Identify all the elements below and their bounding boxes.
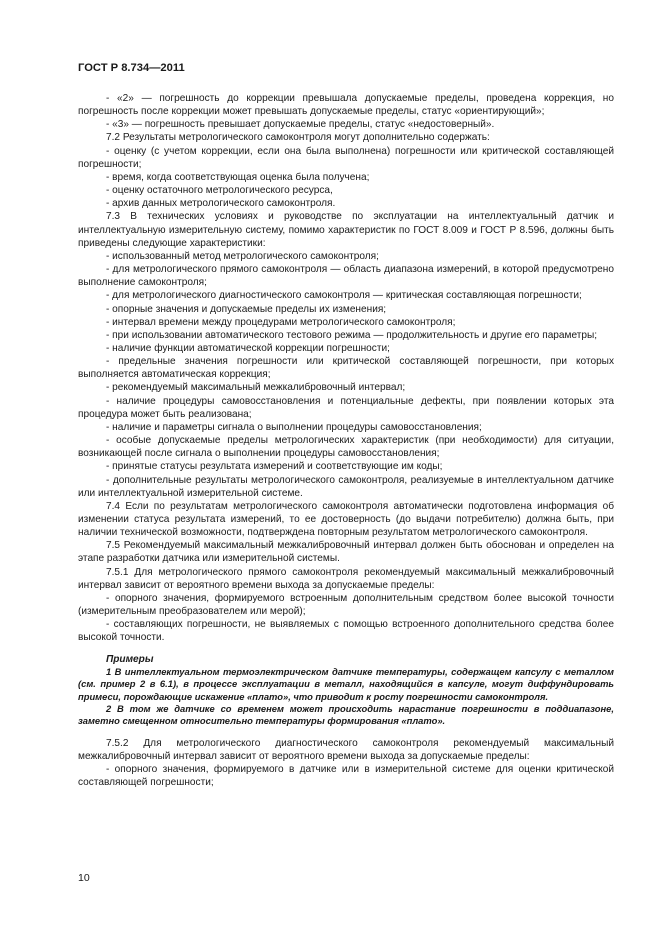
examples-title: Примеры [106, 653, 154, 665]
paragraph: - архив данных метрологического самоконтроля. [106, 198, 336, 210]
paragraph: 7.5 Рекомендуемый максимальный межкалибровочный интервал должен быть обоснован и определен на этапе разработки датчика или измерительной системы. [78, 540, 614, 565]
document-header: ГОСТ Р 8.734—2011 [78, 62, 185, 74]
paragraph: - использованный метод метрологического самоконтроля; [106, 250, 379, 262]
paragraph: - рекомендуемый максимальный межкалибровочный интервал; [106, 382, 406, 394]
paragraph: - для метрологического прямого самоконтроля — область диапазона измерений, в которой предусмотрено выполнение самоконтроля; [78, 264, 614, 289]
paragraph: - опорного значения, формируемого в датчике или в измерительной системе для оценки критической составляющей погрешности; [78, 764, 614, 789]
paragraph: - оценку остаточного метрологического ресурса, [106, 185, 333, 197]
paragraph: - опорные значения и допускаемые пределы их изменения; [106, 303, 387, 315]
paragraph: - особые допускаемые пределы метрологических характеристик (при необходимости) для ситуации, возникающей после сигнала о выполнении процедуры самовосстановления; [78, 435, 614, 460]
paragraph: - составляющих погрешности, не выявляемых с помощью встроенного дополнительного средства более высокой точности. [78, 619, 614, 644]
paragraph: - при использовании автоматического тестового режима — продолжительность и другие его параметры; [106, 329, 598, 341]
paragraph: 7.5.2 Для метрологического диагностического самоконтроля рекомендуемый максимальный межкалибровочный интервал зависит от вероятного времени выхода за допускаемые пределы: [78, 737, 614, 762]
paragraph: - «2» — погрешность до коррекции превышала допускаемые пределы, проведена коррекция, но погрешность после коррекции может превышать допускаемые пределы, статус «ориентирующий»; [78, 93, 614, 118]
paragraph: 7.3 В технических условиях и руководстве по эксплуатации на интеллектуальный датчик и интеллектуальную измерительную систему, помимо характеристик по ГОСТ 8.009 и ГОСТ Р 8.596, должны быть приведены следующие характеристики: [78, 211, 614, 249]
paragraph: 7.4 Если по результатам метрологического самоконтроля автоматически подготовлена информация об изменении статуса результата измерений, то ее достоверность (до выдачи потребителю) должна быть, при наличии технической возможности, подтверждена повторным результатом метрологического самоконтроля. [78, 500, 614, 539]
paragraph: - предельные значения погрешности или критической составляющей погрешности, при которых выполняется автоматическая коррекция; [78, 356, 614, 381]
paragraph: - наличие процедуры самовосстановления и потенциальные дефекты, при появлении которых эта процедура может быть реализована; [78, 395, 614, 420]
document-body [78, 92, 614, 789]
paragraph: - интервал времени между процедурами метрологического самоконтроля; [106, 316, 456, 328]
paragraph: - дополнительные результаты метрологического самоконтроля, реализуемые в интеллектуальном датчике или интеллектуальной измерительной системе. [78, 474, 614, 499]
paragraph: - опорного значения, формируемого встроенным дополнительным средством более высокой точности (измерительным преобразователем или мерой); [78, 592, 614, 618]
paragraph: - принятые статусы результата измерений и соответствующие им коды; [106, 461, 443, 473]
example-item: 1 В интеллектуальном термоэлектрическом датчике температуры, содержащем капсулу с металлом (см. пример 2 в 6.1), в процессе эксплуатации в металл, находящийся в капсуле, могут диффундировать примеси, порождающие искажение «плато», что приводит к росту погрешности самоконтроля. [78, 665, 614, 702]
paragraph: - для метрологического диагностического самоконтроля — критическая составляющая погрешности; [106, 290, 582, 302]
paragraph: - «3» — погрешность превышает допускаемые пределы, статус «недостоверный». [106, 119, 495, 131]
paragraph: - наличие функции автоматической коррекции погрешности; [106, 342, 390, 354]
paragraph: 7.5.1 Для метрологического прямого самоконтроля рекомендуемый максимальный межкалибровочный интервал зависит от вероятного времени выхода за допускаемые пределы: [78, 566, 614, 591]
paragraph: - время, когда соответствующая оценка была получена; [106, 171, 370, 183]
example-item: 2 В том же датчике со временем может происходить нарастание погрешности в поддиапазоне, заметно смещенном относительно температуры формирования «плато». [78, 702, 614, 727]
page-number: 10 [78, 872, 90, 884]
paragraph: - наличие и параметры сигнала о выполнении процедуры самовосстановления; [106, 421, 482, 433]
paragraph: - оценку (с учетом коррекции, если она была выполнена) погрешности или критической составляющей погрешности; [78, 145, 614, 170]
paragraph: 7.2 Результаты метрологического самоконтроля могут дополнительно содержать: [106, 132, 490, 144]
